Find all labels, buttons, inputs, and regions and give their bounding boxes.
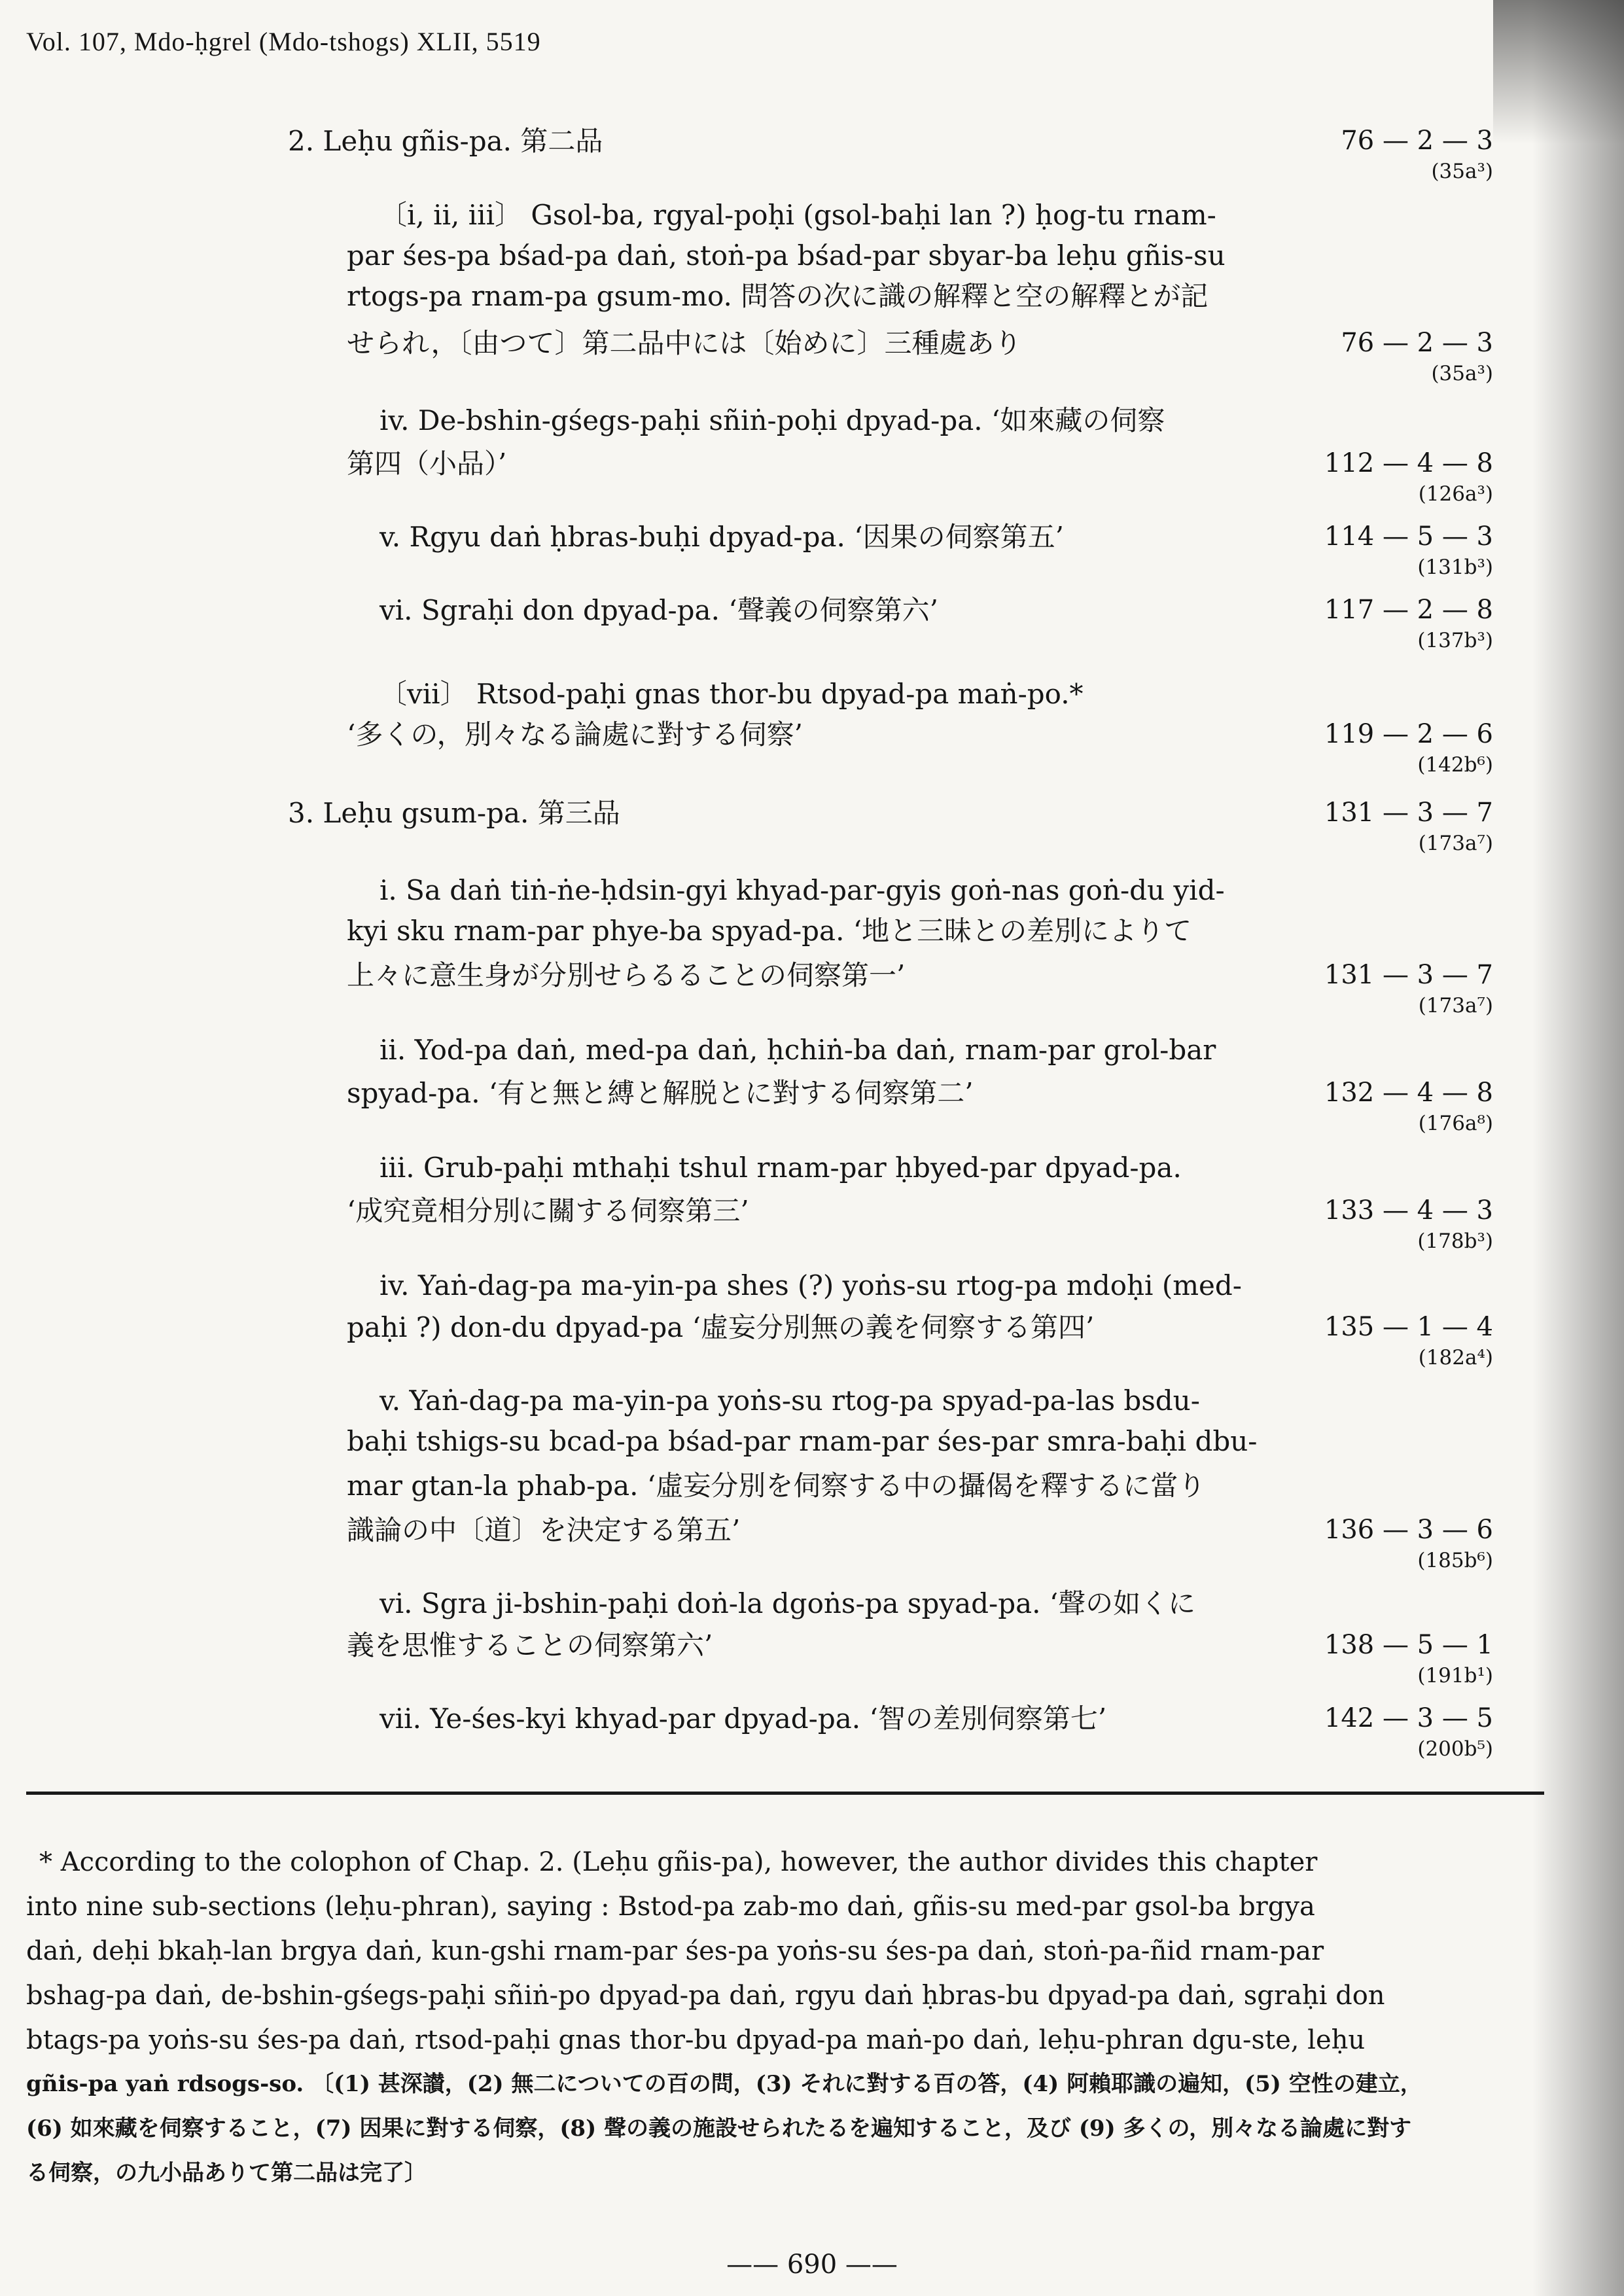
entry-line: 義を思惟することの伺察第六’ (347, 1629, 713, 1661)
entry-line: i. Sa daṅ tiṅ-ṅe-ḥdsin-gyi khyad-par-gyis goṅ-nas goṅ-du yid- (380, 874, 1225, 906)
folio-subref: (176a⁸) (1418, 1112, 1493, 1135)
footnote-line: gñis-pa yaṅ rdsogs-so. 〔(1) 甚深讃，(2) 無二についての百の問，(3) それに對する百の答，(4) 阿賴耶識の遍知，(5) 空性の建立， (26, 2071, 1422, 2097)
entry-line: ‘多くの，別々なる論處に對する伺察’ (347, 718, 803, 751)
running-header: Vol. 107, Mdo-ḥgrel (Mdo-tshogs) XLII, 5519 (26, 27, 541, 56)
folio-ref: 131 — 3 — 7 (1324, 960, 1493, 990)
folio-ref: 135 — 1 — 4 (1324, 1312, 1493, 1342)
folio-subref: (126a³) (1418, 482, 1493, 506)
folio-ref: 136 — 3 — 6 (1324, 1515, 1493, 1545)
entry-line: paḥi ?) don-du dpyad-pa ‘虛妄分別無の義を伺察する第四’ (347, 1311, 1095, 1343)
folio-ref: 117 — 2 — 8 (1324, 595, 1493, 625)
folio-ref: 142 — 3 — 5 (1324, 1703, 1493, 1733)
footnote-line: into nine sub-sections (leḥu-phran), saying : Bstod-pa zab-mo daṅ, gñis-su med-par gsol-ba brgya (26, 1892, 1315, 1922)
entry-line: kyi sku rnam-par phye-ba spyad-pa. ‘地と三昧との差別によりて (347, 915, 1192, 947)
entry-line: baḥi tshigs-su bcad-pa bśad-par rnam-par śes-par smra-baḥi dbu- (347, 1425, 1258, 1457)
footnote-line: る伺察，の九小品ありて第二品は完了〕 (26, 2160, 427, 2186)
entry-line: v. Rgyu daṅ ḥbras-buḥi dpyad-pa. ‘因果の伺察第五’ (380, 521, 1064, 553)
folio-subref: (178b³) (1417, 1229, 1493, 1253)
folio-subref: (185b⁶) (1417, 1549, 1493, 1572)
entry-line: mar gtan-la phab-pa. ‘虛妄分別を伺察する中の攝偈を釋するに當り (347, 1470, 1206, 1502)
entry-line: 第四（小品）’ (347, 448, 507, 480)
entry-line: 〔i, ii, iii〕 Gsol-ba, rgyal-poḥi (gsol-baḥi lan ?) ḥog-tu rnam- (380, 199, 1216, 231)
folio-ref: 132 — 4 — 8 (1324, 1078, 1493, 1108)
entry-line: vi. Sgraḥi don dpyad-pa. ‘聲義の伺察第六’ (380, 594, 938, 626)
footnote-divider (26, 1792, 1544, 1795)
entry-line: 識論の中〔道〕を決定する第五’ (347, 1514, 741, 1546)
folio-ref: 131 — 3 — 7 (1324, 798, 1493, 828)
entry-line: iv. Yaṅ-dag-pa ma-yin-pa shes (?) yoṅs-su rtog-pa mdoḥi (med- (380, 1269, 1242, 1301)
page-number: —— 690 —— (726, 2250, 898, 2280)
chapter-heading: 2. Leḥu gñis-pa. 第二品 (288, 125, 603, 157)
chapter-heading: 3. Leḥu gsum-pa. 第三品 (288, 797, 620, 829)
folio-subref: (173a⁷) (1418, 994, 1493, 1017)
footnote-line: daṅ, deḥi bkaḥ-lan brgya daṅ, kun-gshi rnam-par śes-pa yoṅs-su śes-pa daṅ, stoṅ-pa-ñid rnam-par (26, 1936, 1324, 1966)
entry-line: 上々に意生身が分別せらるることの伺察第一’ (347, 959, 906, 991)
entry-line: iii. Grub-paḥi mthaḥi tshul rnam-par ḥbyed-par dpyad-pa. (380, 1152, 1182, 1184)
folio-ref: 76 — 2 — 3 (1341, 328, 1493, 358)
scan-edge-shadow (1532, 0, 1624, 2296)
folio-subref: (191b¹) (1417, 1664, 1493, 1687)
folio-ref: 133 — 4 — 3 (1324, 1195, 1493, 1226)
footnote-line: btags-pa yoṅs-su śes-pa daṅ, rtsod-paḥi gnas thor-bu dpyad-pa maṅ-po daṅ, leḥu-phran dgu-ste, leḥu (26, 2025, 1366, 2055)
footnote-line: (6) 如來藏を伺察すること，(7) 因果に對する伺察，(8) 聲の義の施設せられたるを遍知すること，及び (9) 多くの，別々なる論處に對す (26, 2115, 1412, 2142)
entry-line: 〔vii〕 Rtsod-paḥi gnas thor-bu dpyad-pa maṅ-po.* (380, 678, 1084, 710)
entry-line: rtogs-pa rnam-pa gsum-mo. 問答の次に識の解釋と空の解釋とが記 (347, 280, 1209, 312)
entry-line: spyad-pa. ‘有と無と縛と解脱とに對する伺察第二’ (347, 1077, 974, 1109)
folio-subref: (173a⁷) (1418, 832, 1493, 855)
footnote-line: bshag-pa daṅ, de-bshin-gśegs-paḥi sñiṅ-po dpyad-pa daṅ, rgyu daṅ ḥbras-bu dpyad-pa daṅ, sgraḥi don (26, 1981, 1385, 2011)
entry-line: せられ，〔由つて〕第二品中には〔始めに〕三種處あり (347, 327, 1022, 359)
folio-ref: 114 — 5 — 3 (1324, 521, 1493, 552)
entry-line: par śes-pa bśad-pa daṅ, stoṅ-pa bśad-par sbyar-ba leḥu gñis-su (347, 239, 1226, 272)
folio-subref: (35a³) (1431, 160, 1493, 183)
folio-subref: (35a³) (1431, 362, 1493, 385)
folio-subref: (137b³) (1417, 629, 1493, 652)
folio-ref: 112 — 4 — 8 (1324, 448, 1493, 478)
folio-subref: (131b³) (1417, 556, 1493, 579)
folio-ref: 119 — 2 — 6 (1324, 719, 1493, 749)
entry-line: ii. Yod-pa daṅ, med-pa daṅ, ḥchiṅ-ba daṅ, rnam-par grol-bar (380, 1034, 1216, 1066)
scan-corner-shadow (1493, 0, 1624, 144)
folio-ref: 76 — 2 — 3 (1341, 126, 1493, 156)
entry-line: v. Yaṅ-dag-pa ma-yin-pa yoṅs-su rtog-pa spyad-pa-las bsdu- (380, 1385, 1200, 1417)
folio-subref: (142b⁶) (1417, 753, 1493, 777)
entry-line: vi. Sgra ji-bshin-paḥi doṅ-la dgoṅs-pa spyad-pa. ‘聲の如くに (380, 1587, 1196, 1619)
entry-line: iv. De-bshin-gśegs-paḥi sñiṅ-poḥi dpyad-pa. ‘如來藏の伺察 (380, 404, 1165, 436)
entry-line: vii. Ye-śes-kyi khyad-par dpyad-pa. ‘智の差別伺察第七’ (380, 1703, 1107, 1735)
folio-ref: 138 — 5 — 1 (1324, 1630, 1493, 1660)
folio-subref: (200b⁵) (1417, 1737, 1493, 1761)
footnote-line: * According to the colophon of Chap. 2. (Leḥu gñis-pa), however, the author divides this chapter (39, 1847, 1318, 1877)
folio-subref: (182a⁴) (1418, 1346, 1493, 1369)
entry-line: ‘成究竟相分別に關する伺察第三’ (347, 1195, 749, 1227)
